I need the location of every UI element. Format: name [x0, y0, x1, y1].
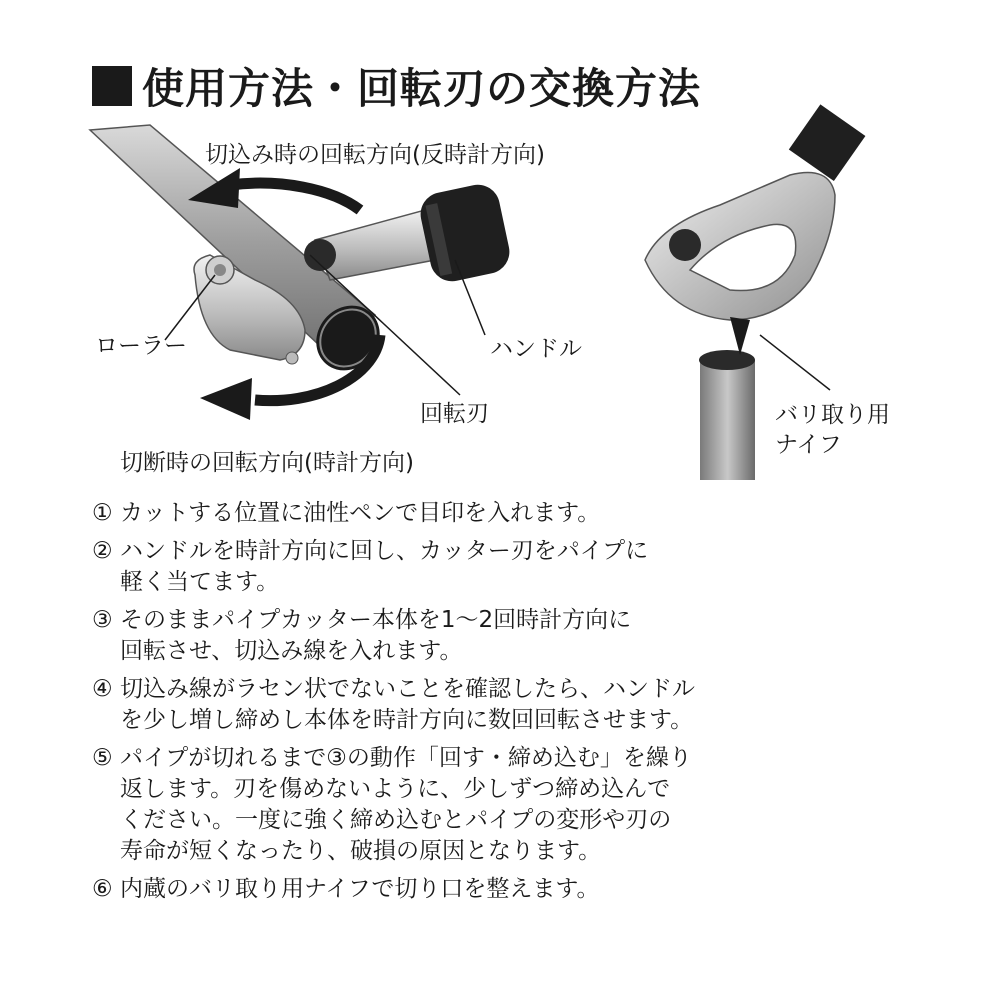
- instruction-steps: [92, 498, 752, 912]
- step-number: ①: [92, 500, 113, 526]
- cutter-side-view-shape: [645, 104, 865, 355]
- step-item: [92, 498, 752, 529]
- label-deburr-line2: ナイフ: [775, 432, 842, 458]
- step-number: ⑥: [92, 876, 113, 902]
- step-number: ③: [92, 607, 113, 633]
- label-deburr-knife: [775, 400, 890, 460]
- step-item: [92, 536, 752, 598]
- page-title-text: 使用方法・回転刃の交換方法: [142, 64, 702, 113]
- page-title: [92, 58, 701, 114]
- label-blade: 回転刃: [420, 401, 489, 427]
- label-cutting-rotation-ccw: 切込み時の回転方向(反時計方向): [205, 142, 545, 168]
- deburr-leader-line: [760, 335, 830, 390]
- label-cutting-rotation-cw: 切断時の回転方向(時計方向): [120, 450, 414, 476]
- step-number: ②: [92, 538, 113, 564]
- rotation-arrow-top-icon: [188, 168, 360, 210]
- label-roller: ローラー: [95, 333, 187, 359]
- step-item: [92, 743, 752, 867]
- step-item: [92, 674, 752, 736]
- step-number: ④: [92, 676, 113, 702]
- step-text: 内蔵のバリ取り用ナイフで切り口を整えます。: [120, 876, 600, 902]
- step-text: そのままパイプカッター本体を1〜2回時計方向に 回転させ、切込み線を入れます。: [120, 607, 632, 664]
- vertical-pipe-shape: [699, 350, 755, 480]
- step-text: 切込み線がラセン状でないことを確認したら、ハンドル を少し増し締めし本体を時計方向に数回回転させます。: [120, 676, 695, 733]
- step-text: カットする位置に油性ペンで目印を入れます。: [120, 500, 601, 526]
- step-item: [92, 605, 752, 667]
- label-deburr-line1: バリ取り用: [775, 402, 890, 428]
- label-handle: ハンドル: [490, 336, 582, 362]
- step-text: ハンドルを時計方向に回し、カッター刃をパイプに 軽く当てます。: [120, 538, 649, 595]
- title-square-mark: [92, 66, 132, 106]
- step-item: [92, 874, 752, 905]
- step-text: パイプが切れるまで③の動作「回す・締め込む」を繰り 返します。刃を傷めないように、少しずつ締め込んで ください。一度に強く締め込むとパイプの変形や刃の 寿命が短くなったり、破損の原因となります。: [120, 745, 692, 864]
- step-number: ⑤: [92, 745, 113, 771]
